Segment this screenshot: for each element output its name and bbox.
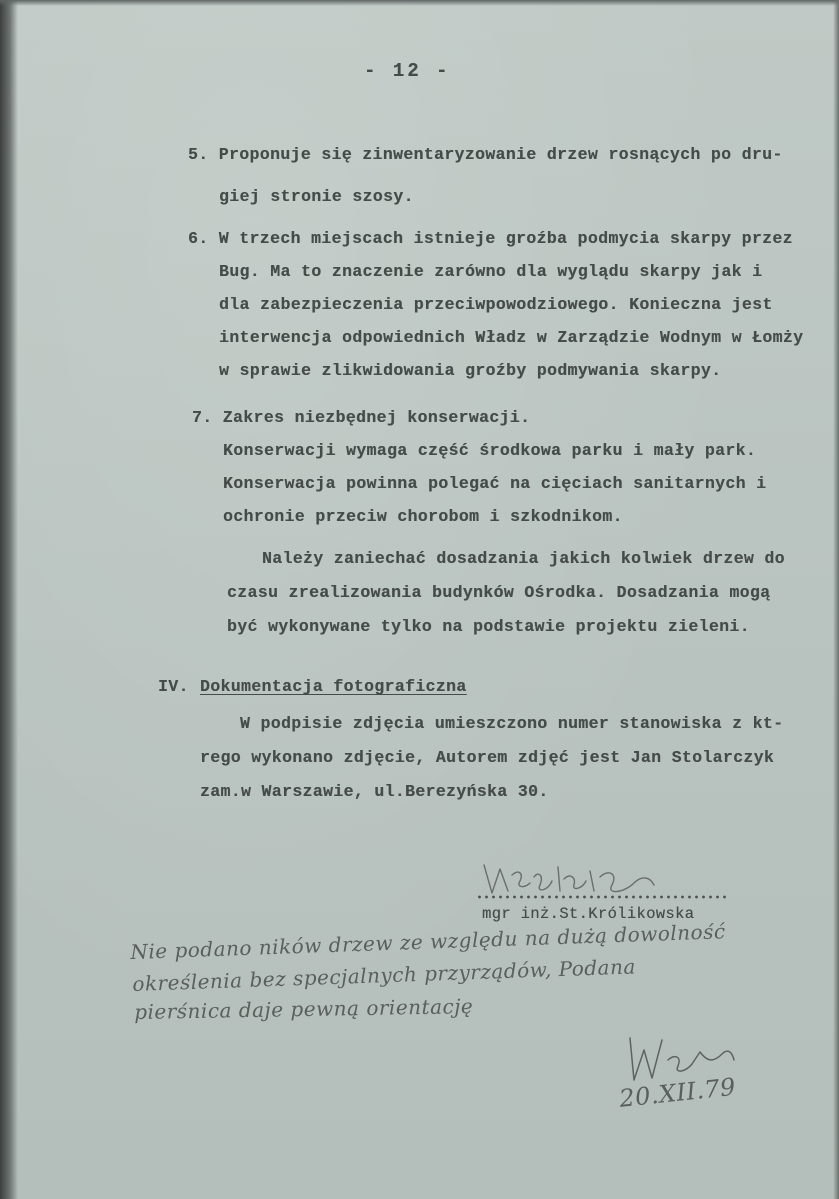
section-4-line-1: W podpisie zdjęcia umieszczono numer stanowiska z kt- <box>240 714 784 733</box>
handwritten-note-line-2: określenia bez specjalnych przyrządów, Podana <box>132 954 637 996</box>
scan-edge-right <box>833 0 839 1199</box>
item-6-line-3: dla zabezpieczenia przeciwpowodziowego. Konieczna jest <box>219 295 773 314</box>
section-4-heading: Dokumentacja fotograficzna <box>200 677 467 696</box>
item-7-line-2: Konserwacji wymaga część środkowa parku i mały park. <box>223 441 757 460</box>
item-6-line-4: interwencja odpowiednich Władz w Zarządzie Wodnym w Łomży <box>219 328 804 347</box>
section-4-number: IV. <box>158 677 189 696</box>
paragraph-line-2: czasu zrealizowania budynków Ośrodka. Dosadzania mogą <box>227 583 771 602</box>
handwritten-note-line-3: pierśnica daje pewną orientację <box>134 994 474 1024</box>
scan-edge-left <box>0 0 18 1199</box>
item-7-line-4: ochronie przeciw chorobom i szkodnikom. <box>223 507 623 526</box>
paragraph-line-3: być wykonywane tylko na podstawie projektu zieleni. <box>227 617 750 636</box>
signatory-name: mgr inż.St.Królikowska <box>482 905 695 923</box>
section-4-line-3: zam.w Warszawie, ul.Berezyńska 30. <box>200 782 549 801</box>
scan-edge-top <box>0 0 839 6</box>
item-6-line-2: Bug. Ma to znaczenie zarówno dla wyglądu skarpy jak i <box>219 262 763 281</box>
handwritten-note-line-1: Nie podano ników drzew ze względu na dużą dowolność <box>130 919 726 964</box>
item-5-line-1: 5. Proponuje się zinwentaryzowanie drzew rosnących po dru- <box>188 145 783 164</box>
item-7-line-1: 7. Zakres niezbędnej konserwacji. <box>192 408 531 427</box>
item-6-line-1: 6. W trzech miejscach istnieje groźba podmycia skarpy przez <box>188 229 793 248</box>
signature-dotted-line <box>476 895 726 899</box>
paragraph-line-1: Należy zaniechać dosadzania jakich kolwiek drzew do <box>262 549 785 568</box>
handwritten-date: 20.XII.79 <box>618 1072 738 1113</box>
item-6-line-5: w sprawie zlikwidowania groźby podmywania skarpy. <box>219 361 722 380</box>
section-4-line-2: rego wykonano zdjęcie, Autorem zdjęć jest Jan Stolarczyk <box>200 748 775 767</box>
page-number: - 12 - <box>364 60 451 82</box>
item-5-line-2: giej stronie szosy. <box>219 187 414 206</box>
item-7-line-3: Konserwacja powinna polegać na cięciach sanitarnych i <box>223 474 767 493</box>
